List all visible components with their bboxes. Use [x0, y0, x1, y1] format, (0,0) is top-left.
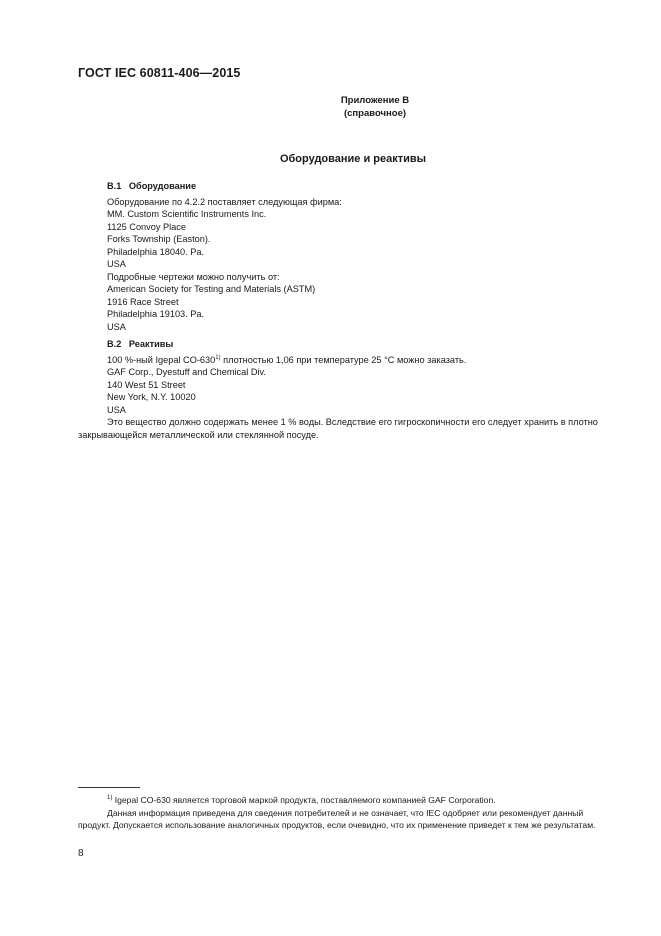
appendix-heading — [260, 94, 490, 120]
document-header: ГОСТ IEC 60811-406—2015 — [78, 66, 241, 80]
page-title: Оборудование и реактивы — [279, 153, 427, 165]
text-line: USA — [107, 259, 126, 269]
reagent-lines — [78, 366, 618, 416]
page-number: 8 — [78, 848, 84, 859]
text-line: GAF Corp., Dyestuff and Chemical Div. — [107, 367, 266, 377]
footnote-note: Данная информация приведена для сведения потребителей и не означает, что IEC одобряет или рекомендует данный продукт. Допускается использование аналогичных продуктов, если очевидно, что их применение приведет к тем же результатам. — [78, 807, 596, 830]
footnote-1 — [78, 794, 618, 807]
footnote-text: Igepal CO-630 является торговой маркой продукта, поставляемого компанией GAF Corporation. — [112, 795, 496, 805]
equipment-lines — [78, 196, 618, 334]
footnote-reference: 1) — [215, 354, 221, 361]
text-line: MM. Custom Scientific Instruments Inc. — [107, 209, 267, 219]
reagent-first-line — [78, 354, 618, 367]
section-title: Оборудование — [128, 181, 197, 191]
text-line: American Society for Testing and Materials (ASTM) — [107, 284, 316, 294]
text-line: Подробные чертежи можно получить от: — [107, 271, 280, 282]
text-line: USA — [107, 404, 126, 415]
reagent-name: 100 %-ный Igepal CO-630 — [107, 354, 216, 365]
section-heading — [78, 180, 618, 193]
text-line: Philadelphia 19103. Pa. — [107, 309, 205, 319]
footnotes — [78, 794, 618, 832]
section-title: Реактивы — [128, 339, 174, 349]
storage-paragraph: Это вещество должно содержать менее 1 % воды. Вследствие его гигроскопичности его следует хранить в плотно закрывающейся металлической или стеклянной посуде. — [78, 417, 598, 440]
reagent-description: плотностью 1,06 при температуре 25 °С можно заказать. — [220, 354, 467, 365]
text-line: 140 West 51 Street — [107, 379, 186, 390]
text-line: USA — [107, 321, 126, 332]
text-line: Оборудование по 4.2.2 поставляет следующая фирма: — [107, 196, 342, 207]
text-line: 1916 Race Street — [107, 296, 179, 307]
appendix-title: Приложение В — [340, 95, 410, 106]
text-line: 1125 Convoy Place — [107, 221, 186, 232]
section-number: В.2 — [107, 339, 122, 349]
footnote-divider — [78, 787, 140, 788]
section-reagents — [78, 338, 618, 441]
text-line: Philadelphia 18040. Pa. — [107, 246, 205, 257]
footnote-mark: 1) — [107, 795, 113, 802]
section-equipment — [78, 180, 618, 333]
section-number: В.1 — [107, 181, 122, 191]
text-line: Forks Township (Easton). — [107, 234, 211, 244]
appendix-kind: (справочное) — [343, 108, 407, 119]
text-line: New York, N.Y. 10020 — [107, 392, 196, 402]
section-heading — [78, 338, 618, 351]
